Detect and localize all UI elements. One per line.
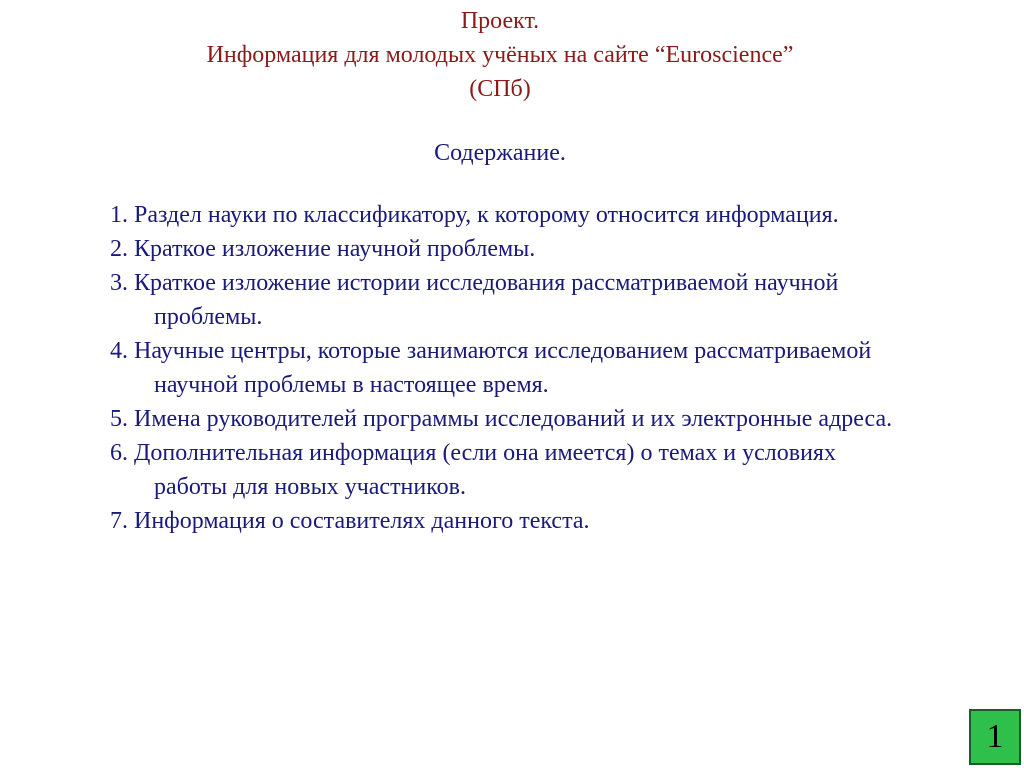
title-line-main: Информация для молодых учёных на сайте “Euroscience” [206, 42, 794, 68]
contents-heading: Содержание. [434, 140, 566, 166]
title-line-location: (СПб) [469, 76, 531, 102]
title-line-project: Проект. [460, 8, 540, 34]
contents-item: 2. Краткое изложение научной проблемы. [110, 236, 536, 262]
contents-item: 7. Информация о составителях данного текста. [110, 508, 590, 534]
page-number-badge: 1 [969, 709, 1021, 765]
slide-title [0, 4, 1000, 106]
contents-item: 6. Дополнительная информация (если она имеется) о темах и условиях работы для новых участников. [110, 440, 836, 500]
contents-list [110, 198, 910, 538]
contents-item: 5. Имена руководителей программы исследований и их электронные адреса. [110, 406, 893, 432]
contents-item: 3. Краткое изложение истории исследования рассматриваемой научной проблемы. [110, 270, 839, 330]
contents-item: 4. Научные центры, которые занимаются исследованием рассматриваемой научной проблемы в настоящее время. [110, 338, 872, 398]
contents-item: 1. Раздел науки по классификатору, к которому относится информация. [110, 202, 839, 228]
